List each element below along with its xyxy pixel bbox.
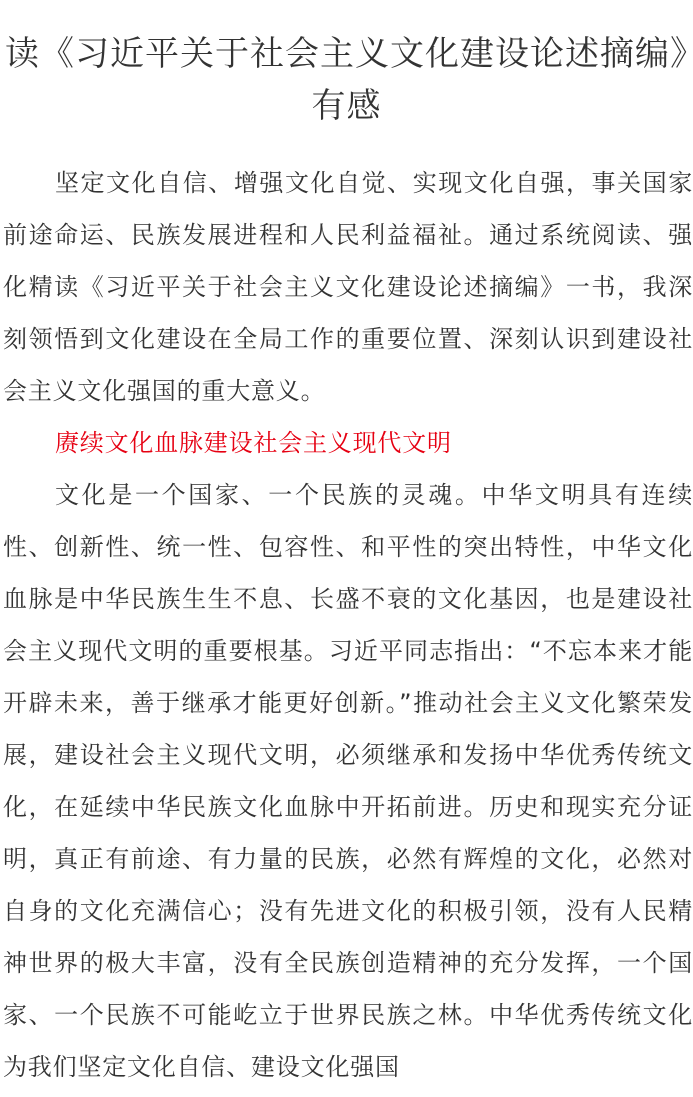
article-body bbox=[3, 157, 693, 1093]
article-title: 读《习近平关于社会主义文化建设论述摘编》有感 bbox=[5, 34, 688, 126]
section-heading: 赓续文化血脉建设社会主义现代文明 bbox=[55, 429, 452, 457]
body-paragraph: 文化是一个国家、一个民族的灵魂。中华文明具有连续性、创新性、统一性、包容性、和平性的突出特性，中华文化血脉是中华民族生生不息、长盛不衰的文化基因，也是建设社会主义现代文明的重要根基。习近平同志指出：“不忘本来才能开辟未来，善于继承才能更好创新。”推动社会主义文化繁荣发展，建设社会主义现代文明，必须继承和发扬中华优秀传统文化，在延续中华民族文化血脉中开拓前进。历史和现实充分证明，真正有前途、有力量的民族，必然有辉煌的文化，必然对自身的文化充满信心；没有先进文化的积极引领，没有人民精神世界的极大丰富，没有全民族创造精神的充分发挥，一个国家、一个民族不可能屹立于世界民族之林。中华优秀传统文化为我们坚定文化自信、建设文化强国 bbox=[3, 481, 693, 1081]
intro-paragraph: 坚定文化自信、增强文化自觉、实现文化自强，事关国家前途命运、民族发展进程和人民利益福祉。通过系统阅读、强化精读《习近平关于社会主义文化建设论述摘编》一书，我深刻领悟到文化建设在全局工作的重要位置、深刻认识到建设社会主义文化强国的重大意义。 bbox=[3, 169, 693, 405]
